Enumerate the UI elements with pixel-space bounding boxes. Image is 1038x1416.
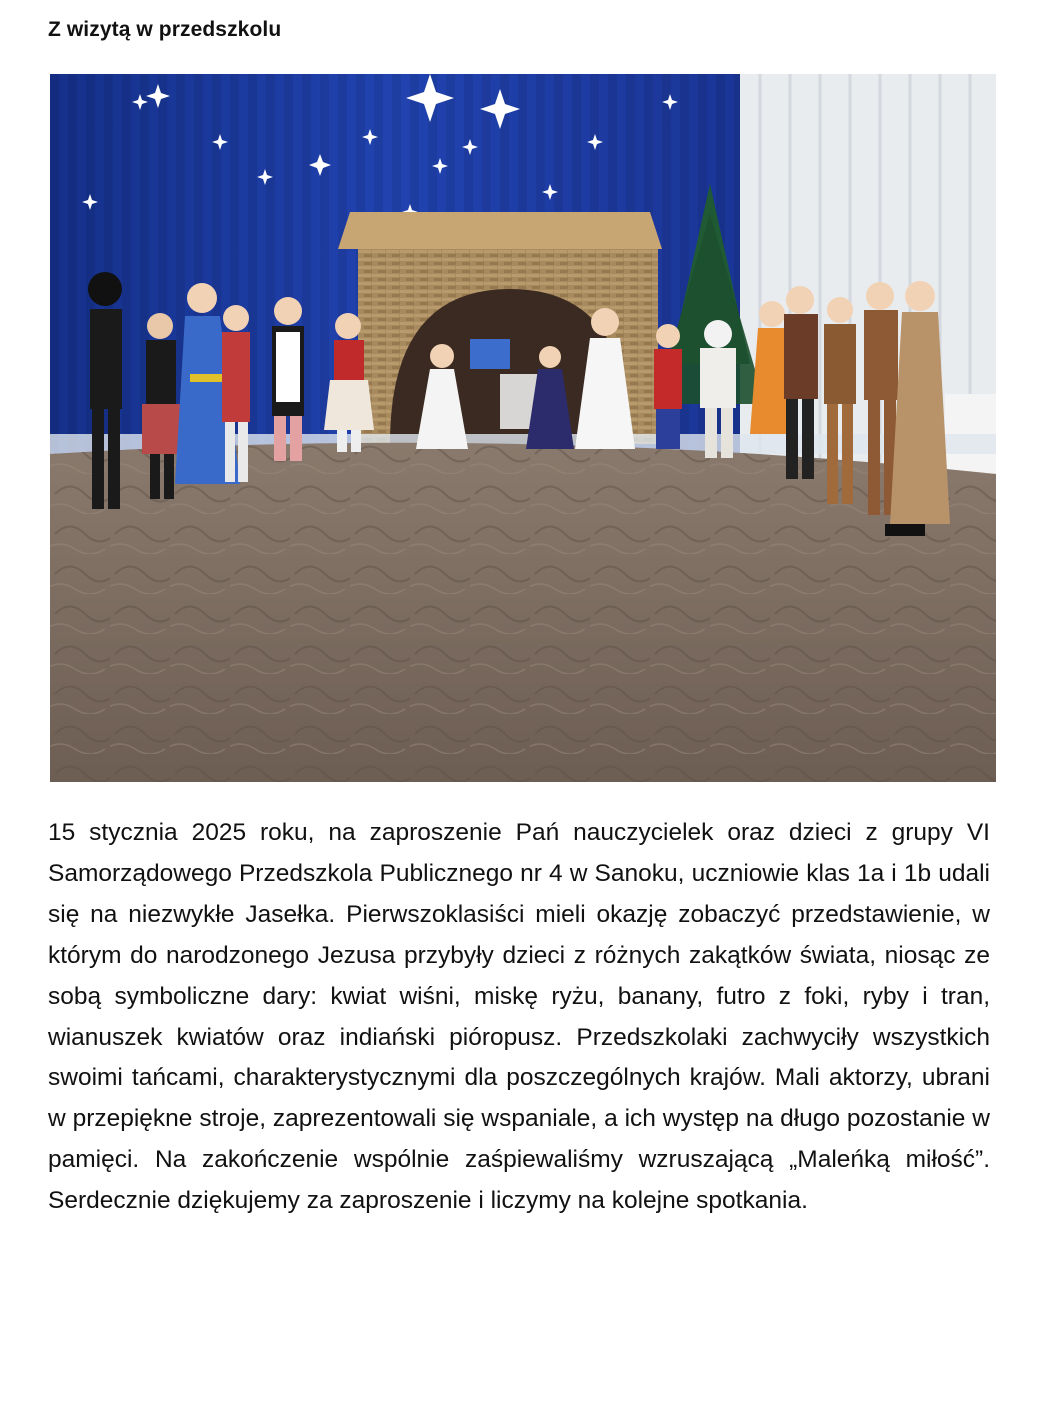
nativity-scene-illustration bbox=[50, 74, 996, 782]
thatched-roof bbox=[338, 212, 662, 249]
page-title: Z wizytą w przedszkolu bbox=[48, 18, 282, 41]
article-paragraph: 15 stycznia 2025 roku, na zaproszenie Pań nauczycielek oraz dzieci z grupy VI Samorządowego Przedszkola Publicznego nr 4 w Sanoku, uczniowie klas 1a i 1b udali się na niezwykłe Jasełka. Pierwszoklasiści mieli okazję zobaczyć przedstawienie, w którym do narodzonego Jezusa przybyły dzieci z różnych zakątków świata, niosąc ze sobą symboliczne dary: kwiat wiśni, miskę ryżu, banany, futro z foki, ryby i tran, wianuszek kwiatów oraz indiański pióropusz. Przedszkolaki zachwyciły wszystkich swoimi tańcami, charakterystycznymi dla poszczególnych krajów. Mali aktorzy, ubrani w przepiękne stroje, zaprezentowali się wspaniale, a ich występ na długo pozostanie w pamięci. Na zakończenie wspólnie zaśpiewaliśmy wzruszającą „Maleńką miłość”. Serdecznie dziękujemy za zaproszenie i liczymy na kolejne spotkania. bbox=[48, 819, 990, 1215]
event-photo bbox=[50, 74, 996, 782]
stable-window bbox=[470, 339, 510, 369]
